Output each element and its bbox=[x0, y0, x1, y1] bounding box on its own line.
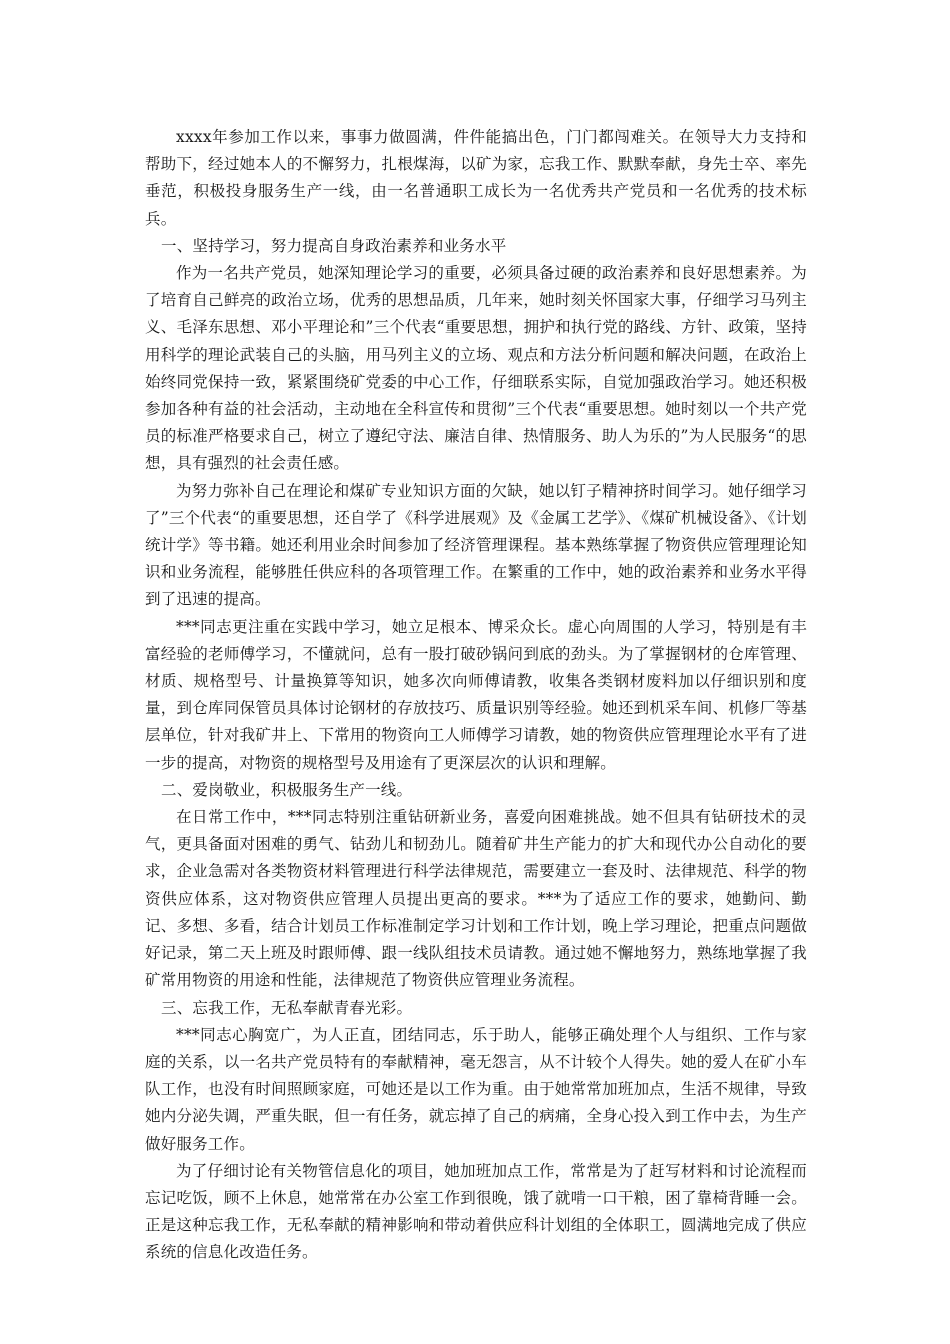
intro-paragraph: xxxx年参加工作以来，事事力做圆满，件件能搞出色，门门都闯难关。在领导大力支持和帮助下，经过她本人的不懈努力，扎根煤海，以矿为家，忘我工作、默默奉献，身先士卒、率先垂范，积极投身服务生产一线，由一名普通职工成长为一名优秀共产党员和一名优秀的技术标兵。 bbox=[145, 128, 807, 228]
body-paragraph: 作为一名共产党员，她深知理论学习的重要，必须具备过硬的政治素养和良好思想素养。为了培育自己鲜亮的政治立场，优秀的思想品质，几年来，她时刻关怀国家大事，仔细学习马列主义、毛泽东思想、邓小平理论和”三个代表“重要思想，拥护和执行党的路线、方针、政策，坚持用科学的理论武装自己的头脑，用马列主义的立场、观点和方法分析问题和解决问题，在政治上始终同党保持一致，紧紧围绕矿党委的中心工作，仔细联系实际，自觉加强政治学习。她还积极参加各种有益的社会活动，主动地在全科宣传和贯彻”三个代表“重要思想。她时刻以一个共产党员的标准严格要求自己，树立了遵纪守法、廉洁自律、热情服务、助人为乐的”为人民服务“的思想，具有强烈的社会责任感。 bbox=[145, 264, 807, 473]
document-body bbox=[145, 124, 807, 1267]
section-heading-2: 二、爱岗敬业，积极服务生产一线。 bbox=[161, 780, 413, 799]
section-heading-1: 一、坚持学习，努力提高自身政治素养和业务水平 bbox=[161, 236, 507, 255]
body-paragraph: 为努力弥补自己在理论和煤矿专业知识方面的欠缺，她以钉子精神挤时间学习。她仔细学习了”三个代表“的重要思想，还自学了《科学进展观》及《金属工艺学》、《煤矿机械设备》、《计划统计学》等书籍。她还利用业余时间参加了经济管理课程。基本熟练掌握了物资供应管理理论知识和业务流程，能够胜任供应科的各项管理工作。在繁重的工作中，她的政治素养和业务水平得到了迅速的提高。 bbox=[145, 481, 807, 609]
body-paragraph: ***同志更注重在实践中学习，她立足根本、博采众长。虚心向周围的人学习，特别是有丰富经验的老师傅学习，不懂就问，总有一股打破砂锅问到底的劲头。为了掌握钢材的仓库管理、材质、规格型号、计量换算等知识，她多次向师傅请教，收集各类钢材废料加以仔细识别和度量，到仓库同保管员具体讨论钢材的存放技巧、质量识别等经验。她还到机采车间、机修厂等基层单位，针对我矿井上、下常用的物资向工人师傅学习请教，她的物资供应管理理论水平有了进一步的提高，对物资的规格型号及用途有了更深层次的认识和理解。 bbox=[145, 617, 807, 772]
body-paragraph: 为了仔细讨论有关物管信息化的项目，她加班加点工作，常常是为了赶写材料和讨论流程而忘记吃饭，顾不上休息，她常常在办公室工作到很晚，饿了就啃一口干粮，困了靠椅背睡一会。正是这种忘我工作，无私奉献的精神影响和带动着供应科计划组的全体职工，圆满地完成了供应系统的信息化改造任务。 bbox=[145, 1161, 807, 1262]
body-paragraph: 在日常工作中，***同志特别注重钻研新业务，喜爱向困难挑战。她不但具有钻研技术的灵气，更具备面对困难的勇气、钻劲儿和韧劲儿。随着矿井生产能力的扩大和现代办公自动化的要求，企业急需对各类物资材料管理进行科学法律规范，需要建立一套及时、法律规范、科学的物资供应体系，这对物资供应管理人员提出更高的要求。***为了适应工作的要求，她勤问、勤记、多想、多看，结合计划员工作标准制定学习计划和工作计划，晚上学习理论，把重点问题做好记录，第二天上班及时跟师傅、跟一线队组技术员请教。通过她不懈地努力，熟练地掌握了我矿常用物资的用途和性能，法律规范了物资供应管理业务流程。 bbox=[145, 808, 807, 990]
body-paragraph: ***同志心胸宽广，为人正直，团结同志，乐于助人，能够正确处理个人与组织、工作与家庭的关系，以一名共产党员特有的奉献精神，毫无怨言，从不计较个人得失。她的爱人在矿小车队工作，也没有时间照顾家庭，可她还是以工作为重。由于她常常加班加点，生活不规律，导致她内分泌失调，严重失眠，但一有任务，就忘掉了自己的病痛，全身心投入到工作中去，为生产做好服务工作。 bbox=[145, 1025, 807, 1153]
section-heading-3: 三、忘我工作，无私奉献青春光彩。 bbox=[161, 998, 413, 1017]
